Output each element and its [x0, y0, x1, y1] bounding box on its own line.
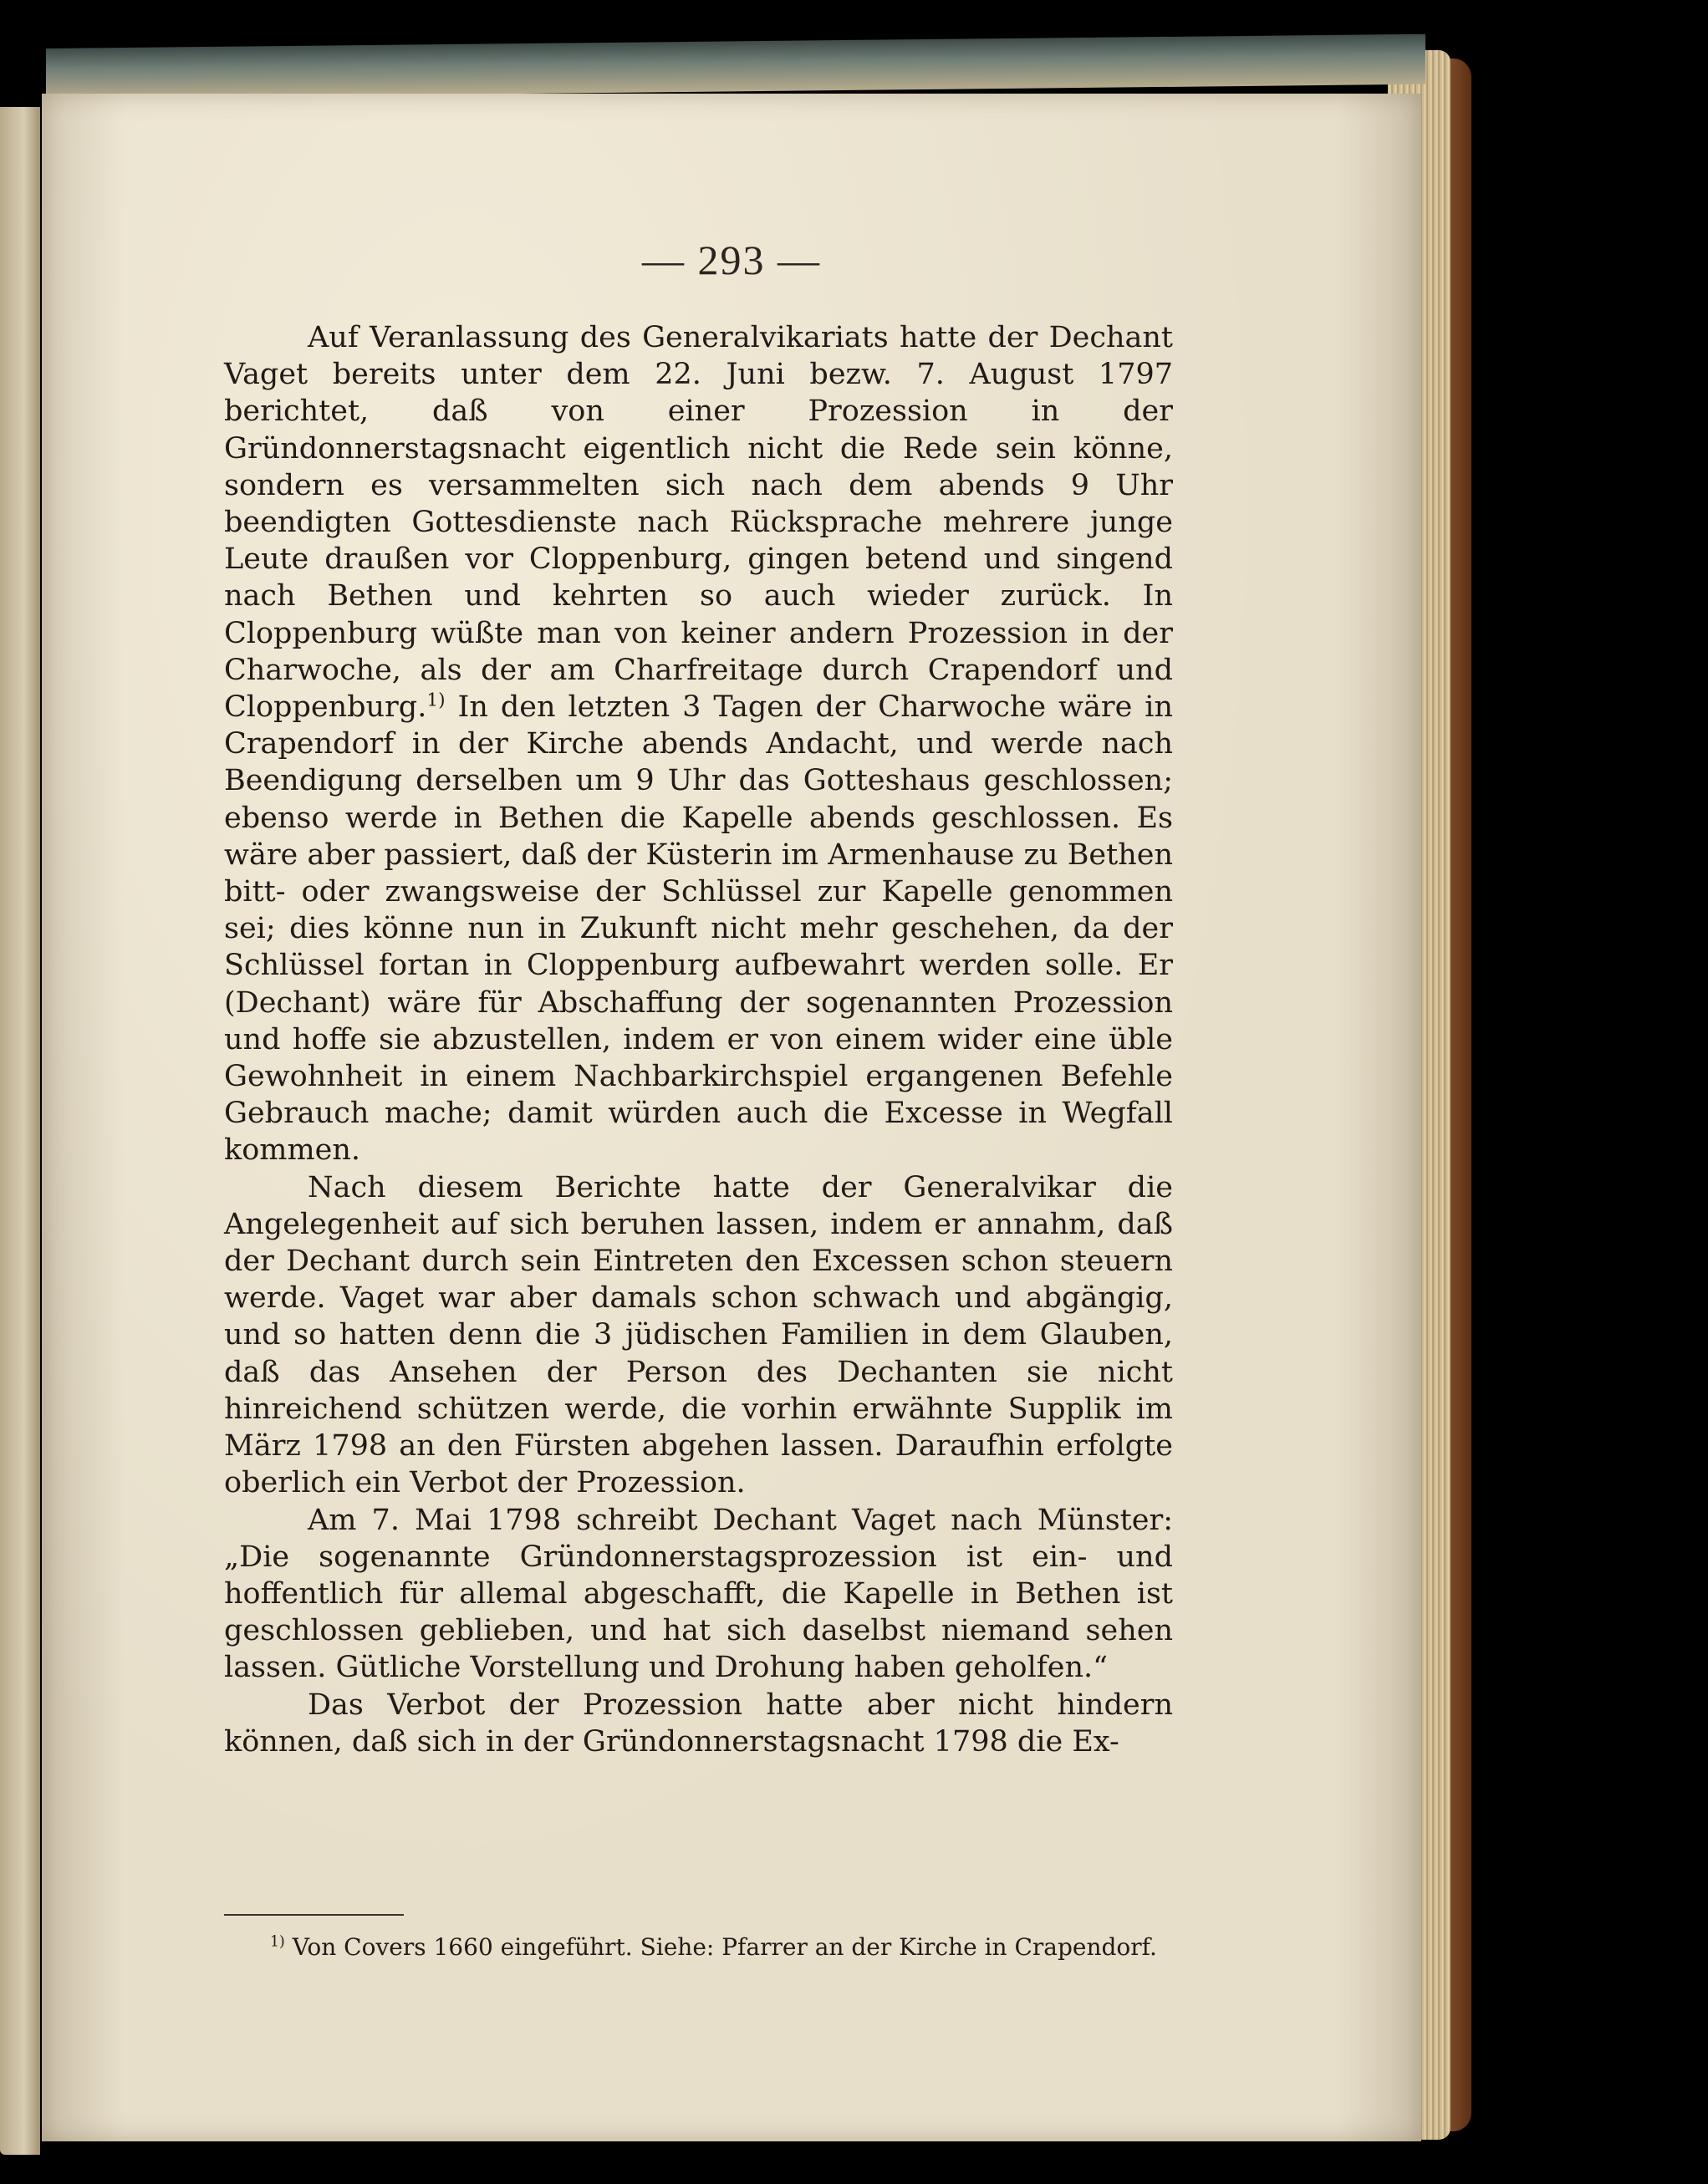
page-number: — 293 —: [642, 237, 821, 283]
facing-page-edge: [0, 107, 40, 2155]
body-text: [224, 319, 1173, 1760]
footnote: [224, 1932, 1173, 1962]
paragraph-1-text: Auf Veranlassung des Generalvikariats hatte der Dechant Vaget bereits unter dem 22. Juni bezw. 7. August 1797 berichtet, daß von einer Prozession in der Gründonnerstagsnacht eigentlich nicht die Rede sein könne, sondern es versammelten sich nach dem abends 9 Uhr beendigten Gottesdienste nach Rücksprache mehrere junge Leute draußen vor Cloppenburg, gingen betend und singend nach Bethen und kehrten so auch wieder zurück. In Cloppenburg wüßte man von keiner andern Prozession in der Charwoche, als der am Charfreitage durch Crapendorf und Cloppenburg.: [224, 321, 1173, 725]
footnote-marker: 1): [270, 1933, 285, 1951]
footnote-text: Von Covers 1660 eingeführt. Siehe: Pfarrer an der Kirche in Crapendorf.: [284, 1933, 1157, 1961]
paragraph-1-text-continued: In den letzten 3 Tagen der Charwoche wäre in Crapendorf in der Kirche abends Andacht, und werde nach Beendigung derselben um 9 Uhr das Gotteshaus geschlossen; ebenso werde in Bethen die Kapelle abends geschlossen. Es wäre aber passiert, daß der Küsterin im Armenhause zu Bethen bitt- oder zwangsweise der Schlüssel zur Kapelle genommen sei; dies könne nun in Zukunft nicht mehr geschehen, da der Schlüssel fortan in Cloppenburg aufbewahrt werden solle. Er (Dechant) wäre für Abschaffung der sogenannten Prozession und hoffe sie abzustellen, indem er von einem wider eine üble Gewohnheit in einem Nachbarkirchspiel ergangenen Befehle Gebrauch mache; damit würden auch die Excesse in Wegfall kommen.: [224, 690, 1173, 1168]
paragraph-4: Das Verbot der Prozession hatte aber nicht hindern können, daß sich in der Gründonnerstagsnacht 1798 die Ex-: [224, 1688, 1173, 1759]
paragraph-2: Nach diesem Berichte hatte der Generalvikar die Angelegenheit auf sich beruhen lassen, indem er annahm, daß der Dechant durch sein Eintreten den Excessen schon steuern werde. Vaget war aber damals schon schwach und abgängig, und so hatten denn die 3 jüdischen Familien in dem Glauben, daß das Ansehen der Person des Dechanten sie nicht hinreichend schützen werde, die vorhin erwähnte Supplik im März 1798 an den Fürsten abgehen lassen. Daraufhin erfolgte oberlich ein Verbot der Prozession.: [224, 1170, 1173, 1500]
paragraph-1: [224, 319, 1173, 1169]
page-block-top-edge: [46, 34, 1425, 99]
footnote-reference: 1): [426, 690, 446, 711]
paragraph-3: Am 7. Mai 1798 schreibt Dechant Vaget nach Münster: „Die sogenannte Gründonnerstagsprozession ist ein- und hoffentlich für allemal abgeschafft, die Kapelle in Bethen ist geschlossen geblieben, und hat sich daselbst niemand sehen lassen. Gütliche Vorstellung und Drohung haben geholfen.“: [224, 1503, 1173, 1685]
footnote-divider: [224, 1914, 404, 1916]
book-page: [42, 94, 1421, 2141]
